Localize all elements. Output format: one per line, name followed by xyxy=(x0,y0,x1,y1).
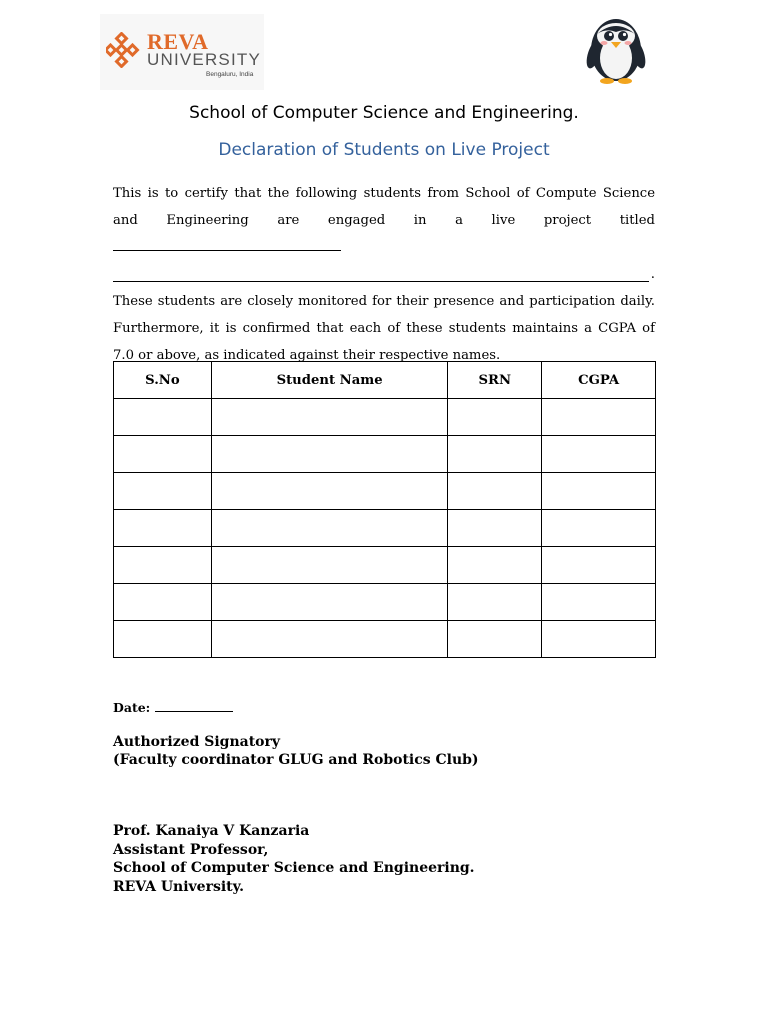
professor-name: Prof. Kanaiya V Kanzaria xyxy=(113,823,310,839)
table-cell[interactable] xyxy=(542,436,656,473)
table-cell[interactable] xyxy=(211,436,448,473)
table-body xyxy=(114,399,656,658)
logo-subtitle-text: UNIVERSITY xyxy=(147,50,262,69)
students-table xyxy=(113,361,656,658)
header-sno: S.No xyxy=(114,362,212,399)
table-row xyxy=(114,584,656,621)
professor-school: School of Computer Science and Engineering. xyxy=(113,860,475,876)
blank-rule xyxy=(113,281,649,282)
table-cell[interactable] xyxy=(448,473,542,510)
table-cell[interactable] xyxy=(211,621,448,658)
certification-body xyxy=(113,180,655,369)
table-cell[interactable] xyxy=(542,399,656,436)
table-cell[interactable] xyxy=(211,547,448,584)
project-title-blank-line xyxy=(113,261,655,288)
declaration-title: Declaration of Students on Live Project xyxy=(218,140,550,160)
table-cell[interactable] xyxy=(211,584,448,621)
table-row xyxy=(114,510,656,547)
table-cell[interactable] xyxy=(542,473,656,510)
professor-university: REVA University. xyxy=(113,878,245,895)
table-cell[interactable] xyxy=(542,621,656,658)
table-cell[interactable] xyxy=(114,436,212,473)
table-cell[interactable] xyxy=(448,621,542,658)
table-cell[interactable] xyxy=(211,399,448,436)
table-cell[interactable] xyxy=(211,510,448,547)
blank-period: . xyxy=(650,267,655,282)
table-cell[interactable] xyxy=(448,399,542,436)
signatory-role: (Faculty coordinator GLUG and Robotics Club) xyxy=(113,752,479,768)
table-row xyxy=(114,436,656,473)
project-title-blank xyxy=(113,240,341,251)
table-cell[interactable] xyxy=(211,473,448,510)
header-cgpa: CGPA xyxy=(542,362,656,399)
table-row xyxy=(114,547,656,584)
table-cell[interactable] xyxy=(114,584,212,621)
date-label: Date: xyxy=(113,700,151,715)
table-cell[interactable] xyxy=(448,510,542,547)
table-cell[interactable] xyxy=(114,547,212,584)
header-student-name: Student Name xyxy=(211,362,448,399)
professor-block xyxy=(113,822,475,896)
table-cell[interactable] xyxy=(114,510,212,547)
table-row xyxy=(114,473,656,510)
certification-paragraph-1 xyxy=(113,180,655,261)
table-header-row xyxy=(114,362,656,399)
table-cell[interactable] xyxy=(114,473,212,510)
table-cell[interactable] xyxy=(448,547,542,584)
penguin-mascot-icon xyxy=(582,10,650,84)
table-cell[interactable] xyxy=(542,510,656,547)
professor-title: Assistant Professor, xyxy=(113,841,269,858)
header-srn: SRN xyxy=(448,362,542,399)
signatory-title: Authorized Signatory xyxy=(113,734,281,750)
table-row xyxy=(114,399,656,436)
date-field xyxy=(113,700,233,715)
table-cell[interactable] xyxy=(448,584,542,621)
date-blank xyxy=(155,701,233,712)
endless-knot-icon xyxy=(106,32,142,68)
certification-text: This is to certify that the following students from School of Compute Science and Engineering are engaged in a live project titled xyxy=(113,186,655,228)
table-cell[interactable] xyxy=(542,547,656,584)
table-cell[interactable] xyxy=(542,584,656,621)
logo-brand-text: REVA xyxy=(147,29,209,54)
table-cell[interactable] xyxy=(114,399,212,436)
signatory-block xyxy=(113,733,479,769)
table-row xyxy=(114,621,656,658)
table-cell[interactable] xyxy=(114,621,212,658)
reva-university-logo xyxy=(100,14,264,90)
logo-location-text: Bengaluru, India xyxy=(206,71,254,78)
certification-paragraph-2: These students are closely monitored for their presence and participation daily. Furthermore, it is confirmed that each of these students maintains a CGPA of 7.0 or above, as indicated against their respective names. xyxy=(113,294,655,363)
table-cell[interactable] xyxy=(448,436,542,473)
school-title: School of Computer Science and Engineering. xyxy=(189,103,579,123)
